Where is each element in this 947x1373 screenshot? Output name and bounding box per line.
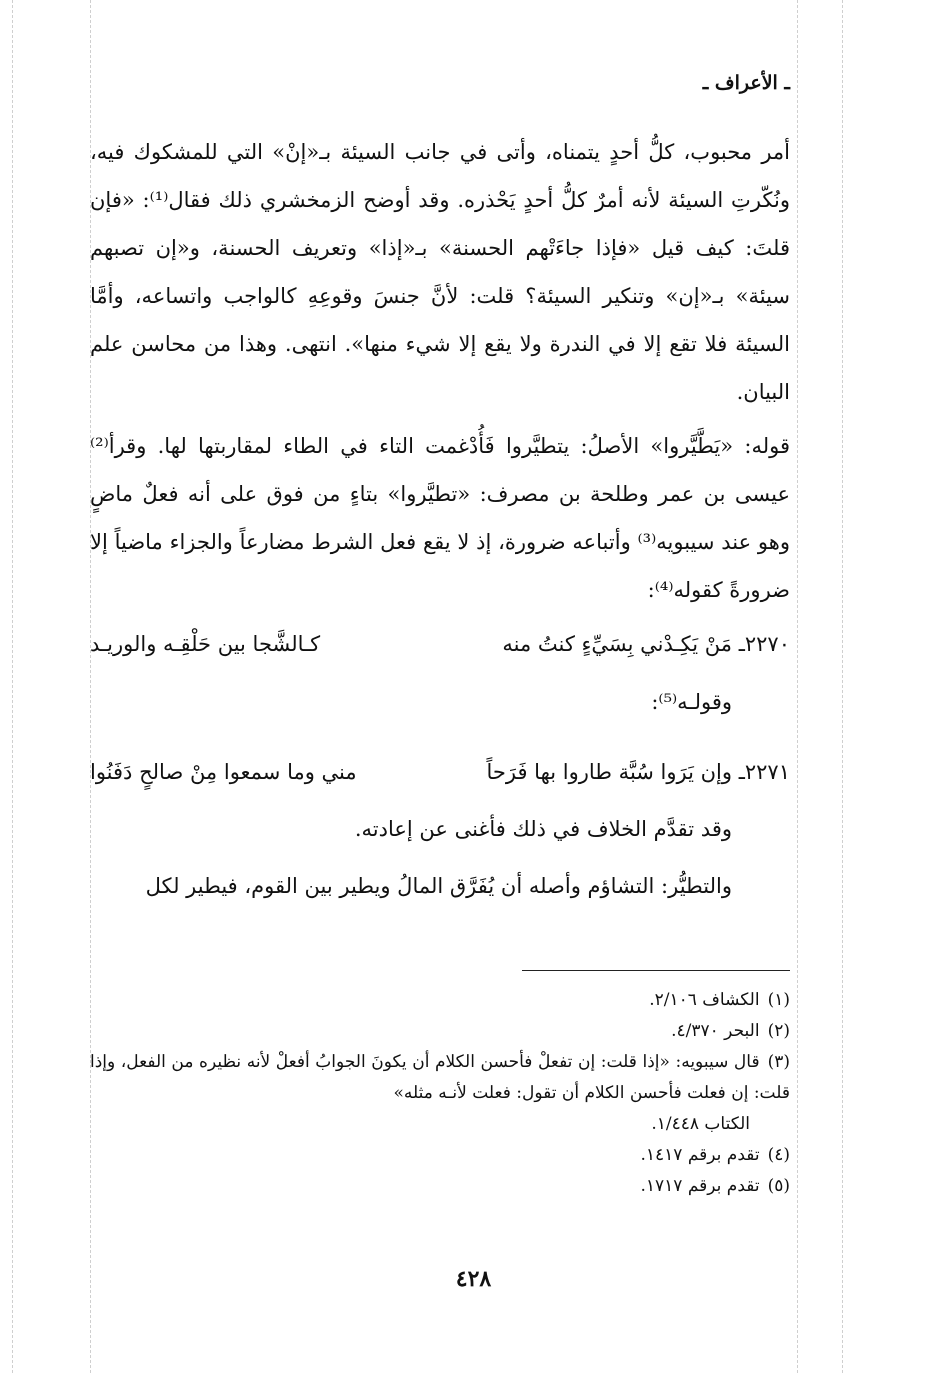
running-header: ـ الأعراف ـ [702,72,790,94]
footnote: (٤)تقدم برقم ١٤١٧. [640,1145,790,1165]
verse-text: مَنْ يَكِـدْني بِسَيِّءٍ كنتُ منه [502,632,733,656]
footnote: (٢)البحر ٤/٣٧٠. [671,1021,790,1041]
verse-text: وإن يَرَوا سُبَّة طاروا بها فَرَحاً [486,760,733,784]
page-number: ٤٢٨ [455,1266,492,1292]
main-text [90,128,790,620]
footnote: (٣)قال سيبويه: «إذا قلت: إن تفعلْ فأحسن الكلام أن يكونَ الجوابُ أفعلْ لأنه نظيره من الفعل، وإذا قلت: إن فعلت فأحسن الكلام أن تقول: فعلت لأنـه مثله» [90,1052,790,1103]
verse-second-hemistich: مني وما سمعوا مِنْ صالحٍ دَفَنُوا [90,760,357,784]
footnote-continuation: الكتاب ١/٤٤٨. [651,1114,750,1134]
margin-guide [797,0,798,1373]
verse-first-hemistich [502,632,790,656]
footnote: (١)الكشاف ٢/١٠٦. [649,990,790,1010]
paragraph: والتطيُّر: التشاؤم وأصله أن يُفَرَّق المالُ ويطير بين القوم، فيطير لكل [145,874,732,898]
verse-first-hemistich [487,760,791,784]
paragraph: أمر محبوب، كلُّ أحدٍ يتمناه، وأتى في جانب السيئة بـ«إنْ» التي للمشكوك فيه، ونُكّرتِ السيئة لأنه أمرٌ كلُّ أحدٍ يَحْذره. وقد أوضح الزمخشري ذلك فقال⁽¹⁾: «فإن قلتَ: كيف قيل «فإذا جاءَتْهم الحسنة» بـ«إذا» وتعريف الحسنة، و«إن تصبهم سيئة» بـ«إن» وتنكير السيئة؟ قلت: لأنَّ جنسَ وقوعِهِ كالواجب واتساعه، وأمَّا السيئة فلا تقع إلا في الندرة ولا يقع إلا شيء منها». انتهى. وهذا من محاسن علم البيان. [90,140,790,404]
poem-intro: وقولـه⁽⁵⁾: [651,690,732,714]
poem-verse [90,632,790,666]
verse-second-hemistich: كـالشَّجا بين حَلْقِـه والوريـد [90,632,321,656]
paragraph: قوله: «يَطَّيَّروا» الأصلُ: يتطيَّروا فَأُدْغمت التاء في الطاء لمقاربتها لها. وقرأ⁽²⁾ عيسى بن عمر وطلحة بن مصرف: «تطيَّروا» بتاءٍ من فوق على أنه فعلٌ ماضٍ وهو عند سيبويه⁽³⁾ وأتباعه ضرورة، إذ لا يقع فعل الشرط مضارعاً والجزاء ماضياً إلا ضرورةً كقوله⁽⁴⁾: [90,434,790,602]
verse-number: ٢٢٧١ـ [738,760,790,784]
poem-verse [90,760,790,794]
margin-guide [842,0,843,1373]
footnote: (٥)تقدم برقم ١٧١٧. [640,1176,790,1196]
margin-guide [12,0,13,1373]
paragraph: وقد تقدَّم الخلاف في ذلك فأغنى عن إعادته. [354,817,732,841]
footnote-separator [522,970,790,971]
footnotes [90,985,790,1202]
verse-number: ٢٢٧٠ـ [738,632,790,656]
